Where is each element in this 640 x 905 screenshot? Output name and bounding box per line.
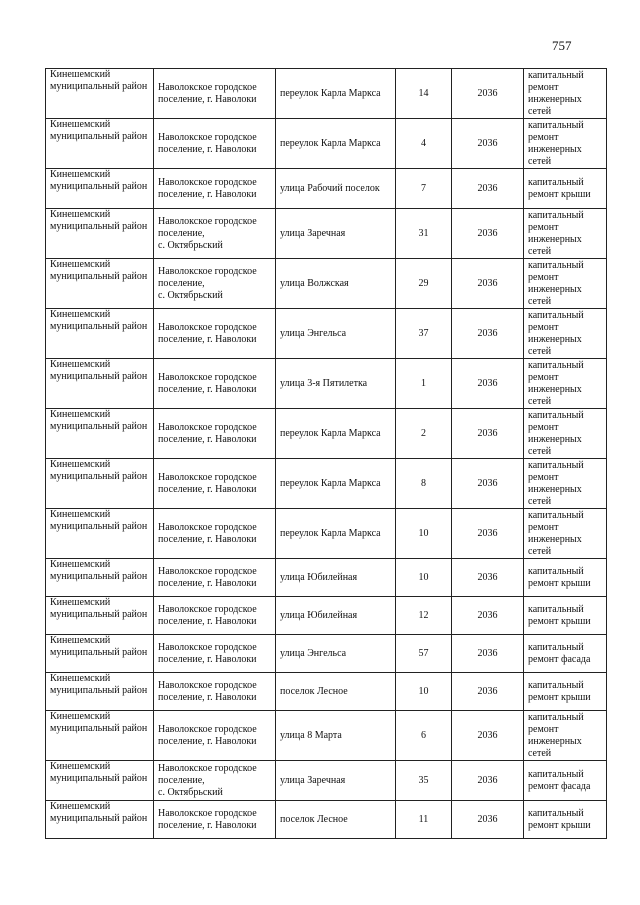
cell-work-type-text: капитальный ремонт инженерных сетей: [528, 509, 584, 557]
cell-district: [46, 635, 154, 673]
cell-year: [452, 359, 524, 409]
cell-district: [46, 169, 154, 209]
cell-work-type: [524, 359, 607, 409]
cell-work-type: [524, 119, 607, 169]
cell-street: [276, 559, 396, 597]
cell-house-number: [396, 509, 452, 559]
cell-house-number-text: 11: [418, 813, 429, 825]
cell-district-text: Кинешемский муниципальный район: [50, 761, 148, 784]
cell-street: [276, 209, 396, 259]
cell-work-type: [524, 459, 607, 509]
cell-year: [452, 801, 524, 839]
cell-house-number: [396, 409, 452, 459]
cell-work-type-text: капитальный ремонт фасада: [528, 768, 591, 792]
cell-settlement-text: Наволокское городское поселение, г. Наволоки: [158, 176, 257, 200]
table-row: [46, 209, 607, 259]
cell-work-type: [524, 711, 607, 761]
cell-street-text: улица Энгельса: [280, 327, 347, 339]
cell-year: [452, 309, 524, 359]
cell-street: [276, 259, 396, 309]
cell-settlement: [154, 69, 276, 119]
cell-street-text: переулок Карла Маркса: [280, 137, 381, 149]
cell-district: [46, 359, 154, 409]
cell-settlement: [154, 359, 276, 409]
cell-year-text: 2036: [477, 182, 498, 194]
cell-work-type: [524, 409, 607, 459]
cell-work-type: [524, 169, 607, 209]
cell-house-number-text: 10: [418, 527, 429, 539]
cell-street-text: улица Юбилейная: [280, 571, 358, 583]
cell-house-number-text: 4: [421, 137, 426, 149]
cell-house-number-text: 31: [418, 227, 429, 239]
cell-work-type-text: капитальный ремонт инженерных сетей: [528, 119, 584, 167]
cell-house-number: [396, 359, 452, 409]
cell-year-text: 2036: [477, 227, 498, 239]
cell-year-text: 2036: [477, 377, 498, 389]
cell-year-text: 2036: [477, 137, 498, 149]
cell-settlement-text: Наволокское городское поселение, г. Наволоки: [158, 421, 257, 445]
cell-district-text: Кинешемский муниципальный район: [50, 635, 148, 658]
cell-district-text: Кинешемский муниципальный район: [50, 509, 148, 532]
cell-district-text: Кинешемский муниципальный район: [50, 359, 148, 382]
cell-street: [276, 309, 396, 359]
cell-district: [46, 509, 154, 559]
cell-year-text: 2036: [477, 527, 498, 539]
cell-house-number: [396, 801, 452, 839]
cell-work-type-text: капитальный ремонт инженерных сетей: [528, 69, 584, 117]
cell-district: [46, 409, 154, 459]
cell-street-text: улица Заречная: [280, 774, 346, 786]
table-row: [46, 711, 607, 761]
cell-street-text: переулок Карла Маркса: [280, 527, 381, 539]
table-row: [46, 761, 607, 801]
cell-house-number: [396, 761, 452, 801]
cell-work-type: [524, 597, 607, 635]
cell-district: [46, 309, 154, 359]
cell-settlement: [154, 119, 276, 169]
page-number: 757: [552, 38, 572, 53]
cell-year: [452, 69, 524, 119]
table-row: [46, 597, 607, 635]
cell-district-text: Кинешемский муниципальный район: [50, 209, 148, 232]
cell-house-number-text: 29: [418, 277, 429, 289]
cell-house-number: [396, 259, 452, 309]
cell-street: [276, 801, 396, 839]
cell-street-text: поселок Лесное: [280, 813, 348, 825]
cell-year: [452, 673, 524, 711]
table-row: [46, 259, 607, 309]
cell-house-number: [396, 559, 452, 597]
cell-settlement: [154, 509, 276, 559]
cell-house-number: [396, 209, 452, 259]
cell-work-type: [524, 509, 607, 559]
cell-street: [276, 597, 396, 635]
cell-house-number: [396, 597, 452, 635]
cell-district-text: Кинешемский муниципальный район: [50, 801, 148, 824]
cell-year-text: 2036: [477, 647, 498, 659]
cell-street: [276, 509, 396, 559]
cell-settlement-text: Наволокское городское поселение, г. Наволоки: [158, 723, 257, 747]
table-row: [46, 69, 607, 119]
cell-year-text: 2036: [477, 427, 498, 439]
cell-work-type-text: капитальный ремонт инженерных сетей: [528, 711, 584, 759]
cell-work-type-text: капитальный ремонт крыши: [528, 807, 591, 831]
cell-house-number-text: 37: [418, 327, 429, 339]
table-body: [46, 69, 607, 839]
cell-work-type-text: капитальный ремонт инженерных сетей: [528, 409, 584, 457]
cell-settlement: [154, 635, 276, 673]
cell-street-text: улица 8 Марта: [280, 729, 342, 741]
cell-house-number-text: 6: [421, 729, 426, 741]
cell-settlement-text: Наволокское городское поселение, г. Наволоки: [158, 371, 257, 395]
cell-settlement-text: Наволокское городское поселение, г. Наволоки: [158, 603, 257, 627]
cell-house-number: [396, 711, 452, 761]
cell-district-text: Кинешемский муниципальный район: [50, 169, 148, 192]
cell-year: [452, 559, 524, 597]
cell-house-number-text: 35: [418, 774, 429, 786]
cell-settlement-text: Наволокское городское поселение, г. Наволоки: [158, 521, 257, 545]
cell-street: [276, 635, 396, 673]
cell-work-type-text: капитальный ремонт крыши: [528, 565, 591, 589]
cell-street-text: улица Заречная: [280, 227, 346, 239]
cell-year: [452, 169, 524, 209]
cell-street-text: переулок Карла Маркса: [280, 427, 381, 439]
cell-district-text: Кинешемский муниципальный район: [50, 259, 148, 282]
cell-work-type-text: капитальный ремонт инженерных сетей: [528, 359, 584, 407]
cell-street: [276, 761, 396, 801]
cell-year-text: 2036: [477, 277, 498, 289]
cell-year-text: 2036: [477, 685, 498, 697]
table-row: [46, 359, 607, 409]
cell-work-type-text: капитальный ремонт инженерных сетей: [528, 309, 584, 357]
cell-year: [452, 409, 524, 459]
cell-work-type-text: капитальный ремонт инженерных сетей: [528, 259, 584, 307]
cell-settlement: [154, 209, 276, 259]
table-row: [46, 559, 607, 597]
cell-house-number-text: 10: [418, 571, 429, 583]
cell-year-text: 2036: [477, 571, 498, 583]
cell-year-text: 2036: [477, 87, 498, 99]
cell-settlement-text: Наволокское городское поселение, г. Наволоки: [158, 321, 257, 345]
cell-settlement: [154, 673, 276, 711]
table-row: [46, 801, 607, 839]
cell-year: [452, 761, 524, 801]
cell-district: [46, 69, 154, 119]
cell-district-text: Кинешемский муниципальный район: [50, 711, 148, 734]
cell-settlement: [154, 761, 276, 801]
cell-work-type: [524, 209, 607, 259]
cell-settlement: [154, 801, 276, 839]
table-row: [46, 509, 607, 559]
cell-work-type: [524, 309, 607, 359]
cell-year: [452, 597, 524, 635]
cell-settlement-text: Наволокское городское поселение, с. Октябрьский: [158, 215, 257, 251]
cell-house-number-text: 57: [418, 647, 429, 659]
cell-street: [276, 119, 396, 169]
cell-house-number: [396, 673, 452, 711]
cell-street-text: поселок Лесное: [280, 685, 348, 697]
table-row: [46, 169, 607, 209]
cell-house-number: [396, 309, 452, 359]
cell-district: [46, 761, 154, 801]
cell-settlement: [154, 711, 276, 761]
cell-settlement-text: Наволокское городское поселение, г. Наволоки: [158, 679, 257, 703]
cell-settlement: [154, 459, 276, 509]
cell-year: [452, 209, 524, 259]
cell-work-type-text: капитальный ремонт инженерных сетей: [528, 459, 584, 507]
table-row: [46, 673, 607, 711]
housing-repair-table: [45, 68, 607, 839]
cell-district: [46, 459, 154, 509]
cell-house-number: [396, 635, 452, 673]
cell-street-text: улица Рабочий поселок: [280, 182, 380, 194]
cell-district: [46, 597, 154, 635]
cell-year: [452, 259, 524, 309]
cell-district: [46, 259, 154, 309]
cell-settlement: [154, 597, 276, 635]
cell-work-type-text: капитальный ремонт фасада: [528, 641, 591, 665]
cell-work-type: [524, 801, 607, 839]
cell-district: [46, 711, 154, 761]
cell-street: [276, 169, 396, 209]
cell-street-text: улица Энгельса: [280, 647, 347, 659]
cell-year-text: 2036: [477, 609, 498, 621]
cell-settlement: [154, 169, 276, 209]
cell-district-text: Кинешемский муниципальный район: [50, 309, 148, 332]
cell-district: [46, 801, 154, 839]
cell-house-number-text: 1: [421, 377, 426, 389]
cell-settlement-text: Наволокское городское поселение, г. Наволоки: [158, 81, 257, 105]
table-row: [46, 459, 607, 509]
cell-work-type: [524, 559, 607, 597]
cell-settlement-text: Наволокское городское поселение, г. Наволоки: [158, 807, 257, 831]
cell-street: [276, 69, 396, 119]
cell-house-number: [396, 69, 452, 119]
cell-street: [276, 409, 396, 459]
cell-street-text: переулок Карла Маркса: [280, 477, 381, 489]
cell-year-text: 2036: [477, 774, 498, 786]
cell-work-type: [524, 673, 607, 711]
cell-work-type: [524, 761, 607, 801]
cell-street-text: переулок Карла Маркса: [280, 87, 381, 99]
table-row: [46, 635, 607, 673]
cell-house-number: [396, 169, 452, 209]
cell-house-number-text: 14: [418, 87, 429, 99]
cell-year: [452, 711, 524, 761]
cell-work-type: [524, 69, 607, 119]
cell-year-text: 2036: [477, 327, 498, 339]
cell-house-number-text: 2: [421, 427, 426, 439]
cell-settlement-text: Наволокское городское поселение, с. Октябрьский: [158, 762, 257, 798]
cell-year-text: 2036: [477, 813, 498, 825]
cell-street: [276, 673, 396, 711]
cell-house-number-text: 8: [421, 477, 426, 489]
cell-district-text: Кинешемский муниципальный район: [50, 119, 148, 142]
cell-district-text: Кинешемский муниципальный район: [50, 459, 148, 482]
cell-house-number: [396, 119, 452, 169]
cell-year: [452, 119, 524, 169]
cell-street: [276, 711, 396, 761]
cell-work-type-text: капитальный ремонт инженерных сетей: [528, 209, 584, 257]
cell-settlement: [154, 409, 276, 459]
cell-house-number-text: 10: [418, 685, 429, 697]
cell-settlement: [154, 559, 276, 597]
cell-settlement-text: Наволокское городское поселение, г. Наволоки: [158, 565, 257, 589]
cell-district-text: Кинешемский муниципальный район: [50, 597, 148, 620]
cell-district: [46, 559, 154, 597]
table-row: [46, 309, 607, 359]
cell-district: [46, 209, 154, 259]
cell-district-text: Кинешемский муниципальный район: [50, 69, 148, 92]
cell-district-text: Кинешемский муниципальный район: [50, 673, 148, 696]
cell-district-text: Кинешемский муниципальный район: [50, 409, 148, 432]
cell-district: [46, 119, 154, 169]
cell-street: [276, 359, 396, 409]
cell-settlement-text: Наволокское городское поселение, г. Наволоки: [158, 471, 257, 495]
cell-work-type-text: капитальный ремонт крыши: [528, 176, 591, 200]
cell-district-text: Кинешемский муниципальный район: [50, 559, 148, 582]
cell-street-text: улица Волжская: [280, 277, 349, 289]
cell-work-type: [524, 259, 607, 309]
cell-street-text: улица 3-я Пятилетка: [280, 377, 368, 389]
cell-house-number: [396, 459, 452, 509]
table-row: [46, 119, 607, 169]
cell-work-type-text: капитальный ремонт крыши: [528, 603, 591, 627]
cell-settlement: [154, 259, 276, 309]
cell-house-number-text: 12: [418, 609, 429, 621]
cell-settlement-text: Наволокское городское поселение, с. Октябрьский: [158, 265, 257, 301]
cell-year: [452, 509, 524, 559]
cell-year-text: 2036: [477, 729, 498, 741]
cell-work-type: [524, 635, 607, 673]
cell-house-number-text: 7: [421, 182, 426, 194]
cell-street-text: улица Юбилейная: [280, 609, 358, 621]
table-row: [46, 409, 607, 459]
cell-settlement-text: Наволокское городское поселение, г. Наволоки: [158, 131, 257, 155]
cell-street: [276, 459, 396, 509]
cell-year: [452, 459, 524, 509]
cell-year: [452, 635, 524, 673]
cell-year-text: 2036: [477, 477, 498, 489]
cell-work-type-text: капитальный ремонт крыши: [528, 679, 591, 703]
cell-settlement-text: Наволокское городское поселение, г. Наволоки: [158, 641, 257, 665]
cell-district: [46, 673, 154, 711]
cell-settlement: [154, 309, 276, 359]
